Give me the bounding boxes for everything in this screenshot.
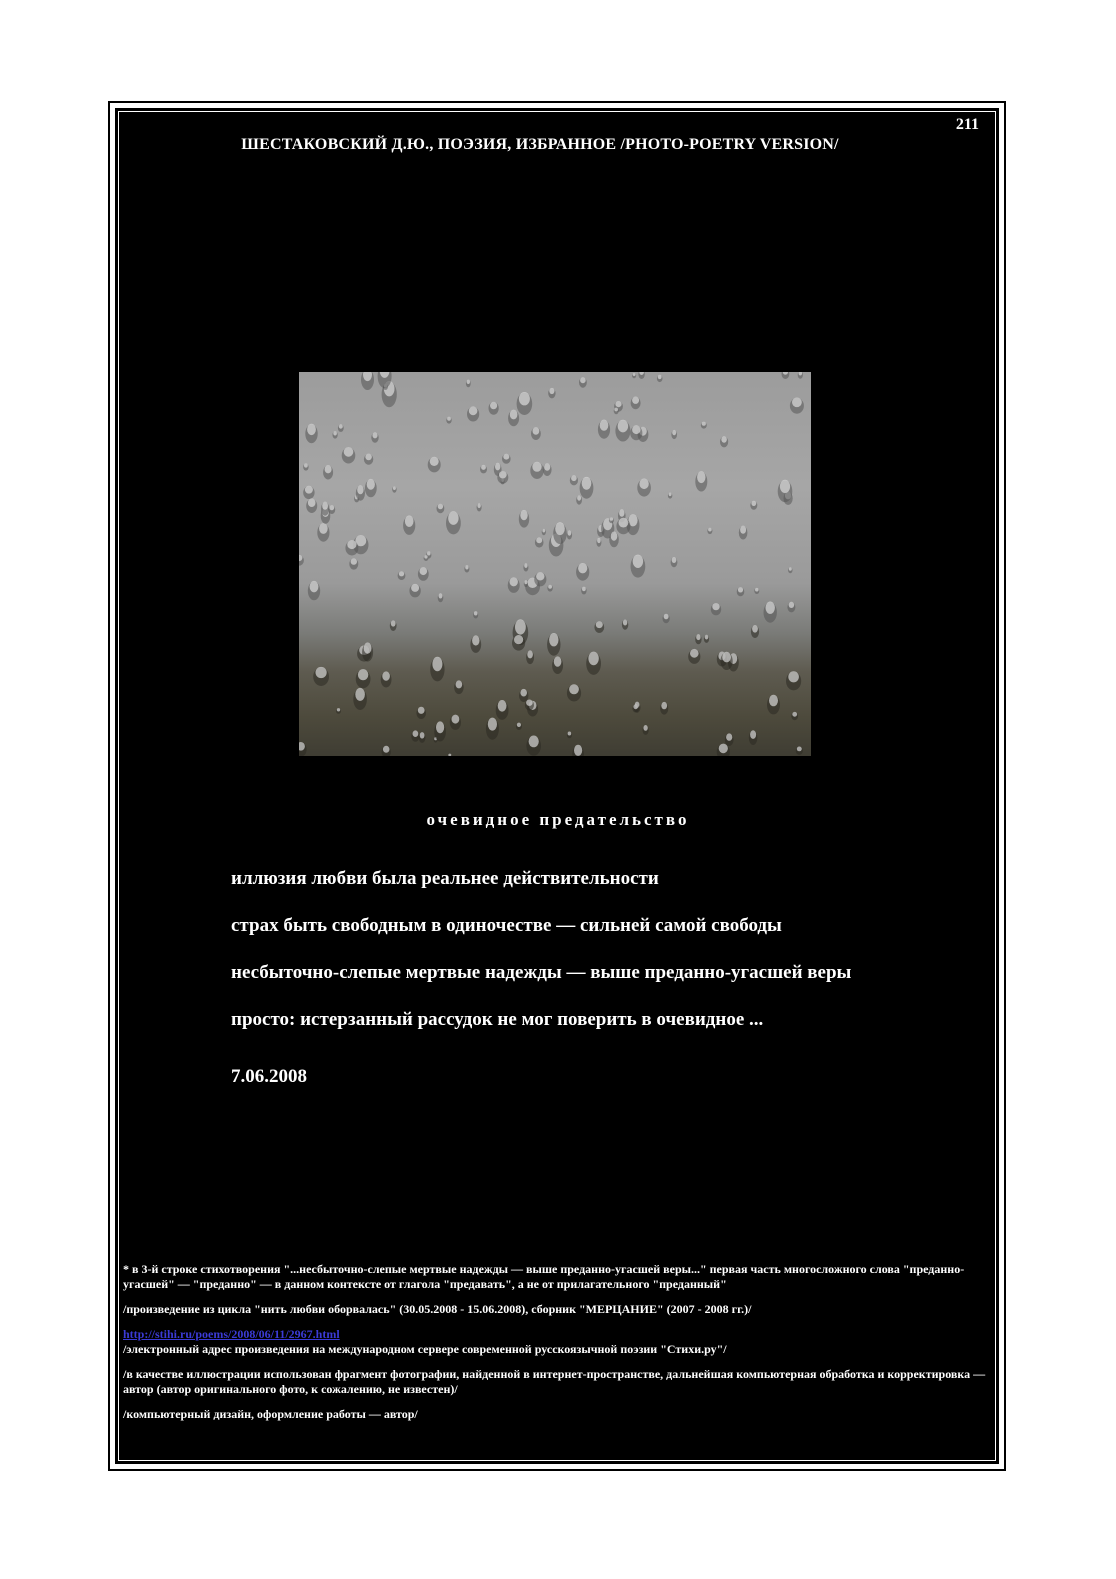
poem-title: очевидное предательство <box>426 810 690 829</box>
raindrop <box>580 477 594 499</box>
raindrop <box>418 567 429 581</box>
raindrop <box>306 498 317 513</box>
raindrop <box>356 669 371 688</box>
raindrop <box>450 715 461 730</box>
raindrop <box>548 388 555 399</box>
raindrop <box>707 528 712 534</box>
raindrop <box>299 555 304 566</box>
raindrop <box>371 432 378 443</box>
raindrop <box>313 667 329 686</box>
illustration-note: /в качестве иллюстрации использован фрагмент фотографии, найденной в интернет-пространстве, дальнейшая компьютерная обработка и корректировка — автор (автор оригинального фото, к сожалению, не известен)/ <box>123 1367 986 1396</box>
raindrop <box>523 563 528 571</box>
raindrop <box>581 587 586 595</box>
poem-body <box>231 868 971 1056</box>
raindrop <box>409 584 420 598</box>
raindrop <box>299 742 307 756</box>
raindrop <box>725 733 734 746</box>
raindrop <box>609 517 614 523</box>
raindrop <box>631 555 646 578</box>
raindrop <box>543 463 552 476</box>
raindrop <box>787 602 795 613</box>
raindrop <box>750 501 757 510</box>
notes-section <box>123 1262 989 1432</box>
poem-line: страх быть свободным в одиночестве — сильней самой свободы <box>231 915 782 936</box>
poem-date: 7.06.2008 <box>231 1066 307 1087</box>
raindrop <box>531 427 541 440</box>
raindrop <box>323 465 333 480</box>
raindrop <box>535 537 544 547</box>
raindrop <box>567 732 572 739</box>
raindrop <box>361 372 374 390</box>
raindrop <box>305 424 317 444</box>
raindrop <box>663 614 670 624</box>
raindrop <box>701 422 707 429</box>
raindrop <box>695 634 701 644</box>
raindrop <box>438 593 444 602</box>
raindrop <box>467 406 479 421</box>
raindrop <box>381 671 392 687</box>
raindrop <box>349 558 358 569</box>
raindrop <box>594 621 604 633</box>
raindrop <box>704 635 709 643</box>
raindrop <box>526 736 541 756</box>
raindrop <box>303 463 308 470</box>
poem-url-link[interactable]: http://stihi.ru/poems/2008/06/11/2967.html <box>123 1327 340 1341</box>
raindrop <box>353 688 367 710</box>
raindrop <box>446 417 451 424</box>
raindrop <box>446 511 461 534</box>
raindrop <box>749 730 758 745</box>
raindrop <box>508 410 519 427</box>
design-note: /компьютерный дизайн, оформление работы — автор/ <box>123 1407 418 1421</box>
raindrop <box>303 486 314 499</box>
raindrop <box>390 620 397 631</box>
poem-line: просто: истерзанный рассудок не мог поверить в очевидное ... <box>231 1009 764 1030</box>
raindrop <box>668 493 672 499</box>
raindrop <box>782 372 790 379</box>
raindrop <box>411 730 419 741</box>
raindrop <box>392 486 396 493</box>
raindrop <box>767 695 780 715</box>
raindrop <box>790 398 804 414</box>
raindrop <box>576 563 589 581</box>
raindrop <box>788 567 792 573</box>
raindrop <box>553 522 567 544</box>
raindrop <box>489 402 499 415</box>
raindrop <box>542 529 546 536</box>
raindrop <box>657 375 663 382</box>
raindrop <box>764 602 777 623</box>
raindrop <box>382 746 391 756</box>
poem-line: несбыточно-слепые мертвые надежды — выше преданно-угасшей веры <box>231 962 852 983</box>
raindrop <box>434 721 446 741</box>
raindrop <box>754 588 759 594</box>
raindrop <box>660 702 668 715</box>
page-number: 211 <box>955 116 979 133</box>
rain-window-photo <box>299 372 811 756</box>
raindrop <box>638 372 644 379</box>
raindrop <box>419 732 426 743</box>
raindrop <box>519 689 528 702</box>
raindrop <box>567 530 572 539</box>
raindrop <box>486 718 499 740</box>
raindrop <box>598 420 610 439</box>
poem-line: иллюзия любви была реальнее действительности <box>231 868 659 889</box>
raindrop <box>416 707 426 719</box>
raindrop <box>365 479 377 497</box>
raindrop <box>643 725 649 735</box>
raindrop <box>534 572 546 586</box>
raindrop <box>317 523 329 542</box>
raindrop <box>403 516 415 535</box>
raindrop <box>454 680 464 694</box>
raindrop <box>364 454 373 465</box>
raindrop <box>631 397 641 410</box>
raindrops-overlay <box>299 372 811 756</box>
header-title: ШЕСТАКОВСКИЙ Д.Ю., ПОЭЗИЯ, ИЗБРАННОЕ /PHOTO-POETRY VERSION/ <box>241 136 839 153</box>
raindrop <box>448 754 452 756</box>
raindrop <box>751 625 759 638</box>
raindrop <box>496 700 509 720</box>
raindrop <box>720 436 728 447</box>
raindrop <box>321 502 329 516</box>
raindrop <box>338 424 344 432</box>
page <box>118 111 996 1461</box>
raindrop <box>342 447 356 463</box>
raindrop <box>308 581 320 600</box>
raindrop <box>530 462 543 479</box>
cycle-note: /произведение из цикла "нить любви оборвалась" (30.05.2008 - 15.06.2008), сборник "МЕРЦАНИЕ" (2007 - 2008 гг.)/ <box>123 1302 752 1316</box>
raindrop <box>477 503 482 511</box>
raindrop <box>508 577 520 593</box>
raindrop <box>737 587 745 596</box>
raindrop <box>437 504 445 514</box>
raindrop <box>798 372 803 379</box>
raindrop <box>572 745 584 756</box>
raindrop <box>796 747 803 755</box>
raindrop <box>711 603 721 615</box>
raindrop <box>615 420 630 442</box>
raindrop <box>688 649 700 664</box>
raindrop <box>567 684 581 701</box>
raindrop <box>356 485 365 500</box>
raindrop <box>430 657 444 682</box>
raindrop <box>786 671 801 690</box>
raindrop <box>671 557 678 567</box>
raindrop <box>596 538 601 547</box>
raindrop <box>576 495 582 504</box>
raindrop <box>547 585 552 592</box>
raindrop <box>473 611 478 618</box>
raindrop <box>362 643 373 662</box>
raindrop <box>552 656 563 674</box>
url-caption: /электронный адрес произведения на международном сервере современной русскоязычной поэзии "Стихи.ру"/ <box>123 1342 727 1356</box>
footnote: * в 3-й строке стихотворения "...несбыточно-слепые мертвые надежды — выше преданно-угасшей веры..." первая часть многосложного слова "преданно-угасшей" — "преданно" — в данном контексте от глагола "предавать", а не от прилагательного "преданный" <box>123 1262 965 1291</box>
raindrop <box>470 635 481 653</box>
raindrop <box>526 650 534 664</box>
raindrop <box>516 723 522 730</box>
raindrop <box>466 380 471 388</box>
raindrop <box>570 475 578 485</box>
raindrop <box>464 565 469 572</box>
raindrop <box>579 377 587 388</box>
raindrop <box>778 480 793 502</box>
raindrop <box>622 620 628 630</box>
raindrop <box>632 373 636 378</box>
raindrop <box>791 712 798 720</box>
raindrop <box>519 510 529 528</box>
raindrop <box>480 465 487 474</box>
raindrop <box>586 652 601 675</box>
raindrop <box>428 457 441 473</box>
raindrop <box>502 454 511 464</box>
raindrop <box>739 526 748 540</box>
raindrop <box>333 431 338 439</box>
raindrop <box>398 571 406 580</box>
raindrop <box>630 425 642 440</box>
raindrop <box>547 633 560 656</box>
raindrop <box>637 479 651 497</box>
raindrop <box>671 430 677 439</box>
raindrop <box>517 392 533 415</box>
raindrop <box>695 471 707 491</box>
raindrop <box>336 708 341 714</box>
